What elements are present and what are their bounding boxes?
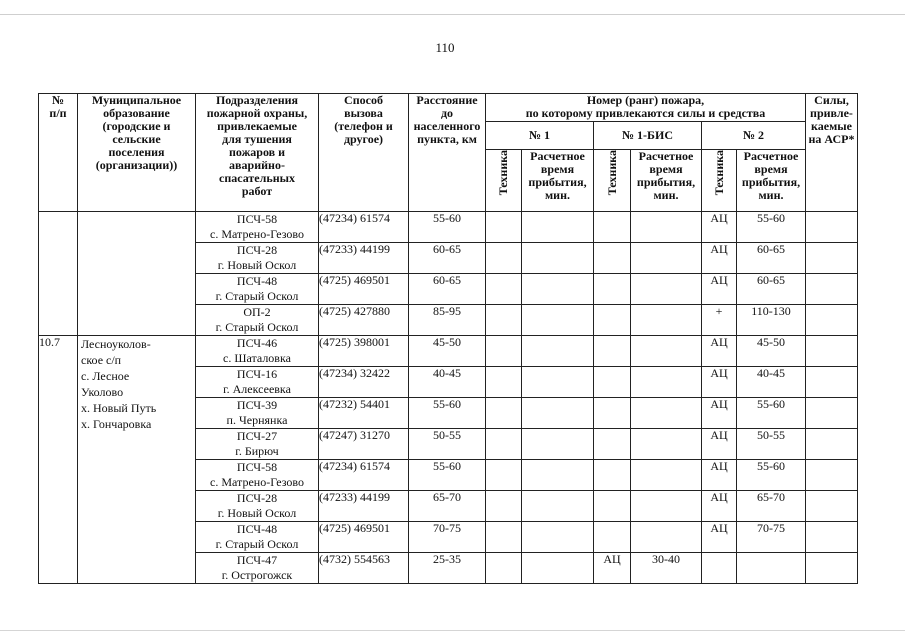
rank2-time-cell: 45-50 xyxy=(737,336,806,367)
fire-unit-cell xyxy=(196,274,319,305)
asr-cell xyxy=(806,429,858,460)
rank1bis-time-cell xyxy=(631,491,702,522)
fire-unit-cell xyxy=(196,398,319,429)
header-call-method: Способ вызова (телефон и другое) xyxy=(319,94,409,212)
asr-cell xyxy=(806,522,858,553)
rank2-tech-cell: АЦ xyxy=(702,460,737,491)
fire-unit-name: ПСЧ-48 xyxy=(236,274,278,288)
rank1bis-time-cell xyxy=(631,522,702,553)
phone-cell: (4725) 427880 xyxy=(319,305,409,336)
distance-cell: 55-60 xyxy=(409,398,486,429)
distance-cell: 40-45 xyxy=(409,367,486,398)
rank2-tech-cell: АЦ xyxy=(702,212,737,243)
rank1-time-cell xyxy=(522,336,594,367)
rank1-time-cell xyxy=(522,491,594,522)
distance-cell: 85-95 xyxy=(409,305,486,336)
distance-cell: 65-70 xyxy=(409,491,486,522)
row-num-empty xyxy=(39,212,78,336)
rank2-tech-cell: АЦ xyxy=(702,429,737,460)
header-rank-1: № 1 xyxy=(486,122,594,150)
rank1bis-time-cell xyxy=(631,336,702,367)
fire-resources-table xyxy=(38,93,858,584)
municipality-line: Лесноуколов- xyxy=(81,337,151,351)
rank1bis-time-cell xyxy=(631,460,702,491)
rank2-time-cell: 65-70 xyxy=(737,491,806,522)
rank1bis-time-cell xyxy=(631,429,702,460)
distance-cell: 50-55 xyxy=(409,429,486,460)
header-fire-rank: Номер (ранг) пожара, по которому привлекаются силы и средства xyxy=(486,94,806,122)
rank1bis-tech-cell xyxy=(594,274,631,305)
rank1-time-cell xyxy=(522,429,594,460)
asr-cell xyxy=(806,212,858,243)
fire-unit-name: ПСЧ-16 xyxy=(236,367,278,381)
fire-unit-place: г. Алексеевка xyxy=(223,382,291,396)
rank1-time-cell xyxy=(522,212,594,243)
fire-unit-cell xyxy=(196,429,319,460)
municipality-line: Уколово xyxy=(81,385,124,399)
rank1-tech-cell xyxy=(486,274,522,305)
rank1-time-cell xyxy=(522,553,594,584)
rank2-tech-cell xyxy=(702,553,737,584)
rank1-time-cell xyxy=(522,243,594,274)
rank1-time-cell xyxy=(522,305,594,336)
fire-unit-name: ОП-2 xyxy=(243,305,271,319)
phone-cell: (4725) 469501 xyxy=(319,522,409,553)
rank2-tech-cell: АЦ xyxy=(702,243,737,274)
asr-cell xyxy=(806,460,858,491)
fire-unit-cell xyxy=(196,491,319,522)
rank1-tech-cell xyxy=(486,553,522,584)
fire-unit-name: ПСЧ-46 xyxy=(236,336,278,350)
phone-cell: (47233) 44199 xyxy=(319,491,409,522)
asr-cell xyxy=(806,398,858,429)
rank2-tech-cell: АЦ xyxy=(702,522,737,553)
fire-unit-place: с. Матрено-Гезово xyxy=(210,227,304,241)
rank1-tech-cell xyxy=(486,243,522,274)
fire-unit-place: п. Чернянка xyxy=(226,413,288,427)
table-row xyxy=(39,336,858,367)
fire-unit-name: ПСЧ-27 xyxy=(236,429,278,443)
header-units: Подразделения пожарной охраны, привлекаемые для тушения пожаров и аварийно- спасательных работ xyxy=(196,94,319,212)
top-border-line xyxy=(0,14,905,15)
rank1-tech-cell xyxy=(486,367,522,398)
distance-cell: 45-50 xyxy=(409,336,486,367)
fire-unit-cell xyxy=(196,336,319,367)
rank1bis-tech-cell xyxy=(594,460,631,491)
rank1bis-tech-cell xyxy=(594,398,631,429)
fire-unit-place: г. Бирюч xyxy=(235,444,279,458)
fire-unit-name: ПСЧ-58 xyxy=(236,460,278,474)
header-rank-1bis: № 1-БИС xyxy=(594,122,702,150)
rank1bis-time-cell xyxy=(631,243,702,274)
fire-unit-cell xyxy=(196,553,319,584)
rank1-time-cell xyxy=(522,367,594,398)
page-number: 110 xyxy=(435,40,455,55)
rank1-tech-cell xyxy=(486,491,522,522)
fire-unit-name: ПСЧ-58 xyxy=(236,212,278,226)
rank1-tech-cell xyxy=(486,212,522,243)
rank2-tech-cell: АЦ xyxy=(702,491,737,522)
header-tech-1: Техника xyxy=(486,150,522,212)
header-num: № п/п xyxy=(39,94,78,212)
rank1-time-cell xyxy=(522,398,594,429)
municipality-line: х. Гончаровка xyxy=(81,417,152,431)
header-tech-1bis: Техника xyxy=(594,150,631,212)
rank1-tech-cell xyxy=(486,336,522,367)
fire-unit-cell xyxy=(196,522,319,553)
distance-cell: 55-60 xyxy=(409,460,486,491)
rank1bis-tech-cell xyxy=(594,429,631,460)
rank2-time-cell: 40-45 xyxy=(737,367,806,398)
rank1bis-time-cell xyxy=(631,398,702,429)
fire-unit-cell xyxy=(196,367,319,398)
fire-unit-name: ПСЧ-47 xyxy=(236,553,278,567)
header-arrival-1bis: Расчетное время прибытия, мин. xyxy=(631,150,702,212)
rank1bis-tech-cell xyxy=(594,336,631,367)
phone-cell: (47234) 61574 xyxy=(319,460,409,491)
fire-unit-place: г. Старый Оскол xyxy=(215,289,299,303)
rank1bis-tech-cell xyxy=(594,491,631,522)
fire-unit-name: ПСЧ-48 xyxy=(236,522,278,536)
distance-cell: 55-60 xyxy=(409,212,486,243)
phone-cell: (4732) 554563 xyxy=(319,553,409,584)
municipality-cell xyxy=(78,336,196,584)
bottom-border-line xyxy=(0,630,905,631)
fire-unit-cell xyxy=(196,243,319,274)
phone-cell: (47233) 44199 xyxy=(319,243,409,274)
asr-cell xyxy=(806,336,858,367)
asr-cell xyxy=(806,274,858,305)
header-arrival-2: Расчетное время прибытия, мин. xyxy=(737,150,806,212)
rank2-time-cell xyxy=(737,553,806,584)
phone-cell: (47247) 31270 xyxy=(319,429,409,460)
table-row xyxy=(39,212,858,243)
rank2-time-cell: 50-55 xyxy=(737,429,806,460)
fire-unit-place: г. Старый Оскол xyxy=(215,320,299,334)
rank1-tech-cell xyxy=(486,398,522,429)
header-asr: Силы, привле- каемые на АСР* xyxy=(806,94,858,212)
fire-unit-name: ПСЧ-39 xyxy=(236,398,278,412)
fire-unit-place: г. Острогожск xyxy=(221,568,293,582)
header-rank-2: № 2 xyxy=(702,122,806,150)
header-distance: Расстояние до населенного пункта, км xyxy=(409,94,486,212)
row-num: 10.7 xyxy=(39,336,78,584)
fire-unit-place: г. Новый Оскол xyxy=(217,506,297,520)
rank2-tech-cell: АЦ xyxy=(702,274,737,305)
rank1-time-cell xyxy=(522,460,594,491)
rank2-time-cell: 70-75 xyxy=(737,522,806,553)
rank2-time-cell: 60-65 xyxy=(737,243,806,274)
rank2-time-cell: 60-65 xyxy=(737,274,806,305)
header-tech-2: Техника xyxy=(702,150,737,212)
rank2-tech-cell: + xyxy=(702,305,737,336)
asr-cell xyxy=(806,367,858,398)
rank1-time-cell xyxy=(522,274,594,305)
rank1bis-tech-cell: АЦ xyxy=(594,553,631,584)
header-arrival-1: Расчетное время прибытия, мин. xyxy=(522,150,594,212)
rank2-tech-cell: АЦ xyxy=(702,398,737,429)
fire-unit-name: ПСЧ-28 xyxy=(236,491,278,505)
rank1-time-cell xyxy=(522,522,594,553)
rank2-time-cell: 55-60 xyxy=(737,460,806,491)
rank1bis-time-cell xyxy=(631,274,702,305)
fire-unit-place: г. Новый Оскол xyxy=(217,258,297,272)
fire-unit-place: с. Шаталовка xyxy=(223,351,291,365)
phone-cell: (47234) 32422 xyxy=(319,367,409,398)
municipality-line: ское с/п xyxy=(81,353,122,367)
phone-cell: (4725) 469501 xyxy=(319,274,409,305)
phone-cell: (47232) 54401 xyxy=(319,398,409,429)
header-municipality: Муниципальное образование (городские и сельские поселения (организации)) xyxy=(78,94,196,212)
rank1bis-tech-cell xyxy=(594,305,631,336)
phone-cell: (4725) 398001 xyxy=(319,336,409,367)
distance-cell: 25-35 xyxy=(409,553,486,584)
fire-unit-place: г. Старый Оскол xyxy=(215,537,299,551)
asr-cell xyxy=(806,305,858,336)
municipality-line: с. Лесное xyxy=(81,369,130,383)
distance-cell: 60-65 xyxy=(409,274,486,305)
rank1bis-tech-cell xyxy=(594,243,631,274)
rank1bis-time-cell: 30-40 xyxy=(631,553,702,584)
rank1-tech-cell xyxy=(486,429,522,460)
distance-cell: 70-75 xyxy=(409,522,486,553)
fire-unit-cell xyxy=(196,460,319,491)
rank1bis-tech-cell xyxy=(594,212,631,243)
fire-unit-cell xyxy=(196,305,319,336)
rank2-tech-cell: АЦ xyxy=(702,367,737,398)
rank1bis-tech-cell xyxy=(594,367,631,398)
rank2-time-cell: 55-60 xyxy=(737,212,806,243)
rank1bis-tech-cell xyxy=(594,522,631,553)
asr-cell xyxy=(806,243,858,274)
rank1bis-time-cell xyxy=(631,212,702,243)
municipality-empty xyxy=(78,212,196,336)
fire-unit-name: ПСЧ-28 xyxy=(236,243,278,257)
rank2-time-cell: 110-130 xyxy=(737,305,806,336)
municipality-line: х. Новый Путь xyxy=(81,401,157,415)
rank1bis-time-cell xyxy=(631,367,702,398)
asr-cell xyxy=(806,553,858,584)
fire-unit-cell xyxy=(196,212,319,243)
rank1bis-time-cell xyxy=(631,305,702,336)
rank2-time-cell: 55-60 xyxy=(737,398,806,429)
distance-cell: 60-65 xyxy=(409,243,486,274)
rank2-tech-cell: АЦ xyxy=(702,336,737,367)
rank1-tech-cell xyxy=(486,305,522,336)
phone-cell: (47234) 61574 xyxy=(319,212,409,243)
asr-cell xyxy=(806,491,858,522)
rank1-tech-cell xyxy=(486,460,522,491)
fire-unit-place: с. Матрено-Гезово xyxy=(210,475,304,489)
rank1-tech-cell xyxy=(486,522,522,553)
